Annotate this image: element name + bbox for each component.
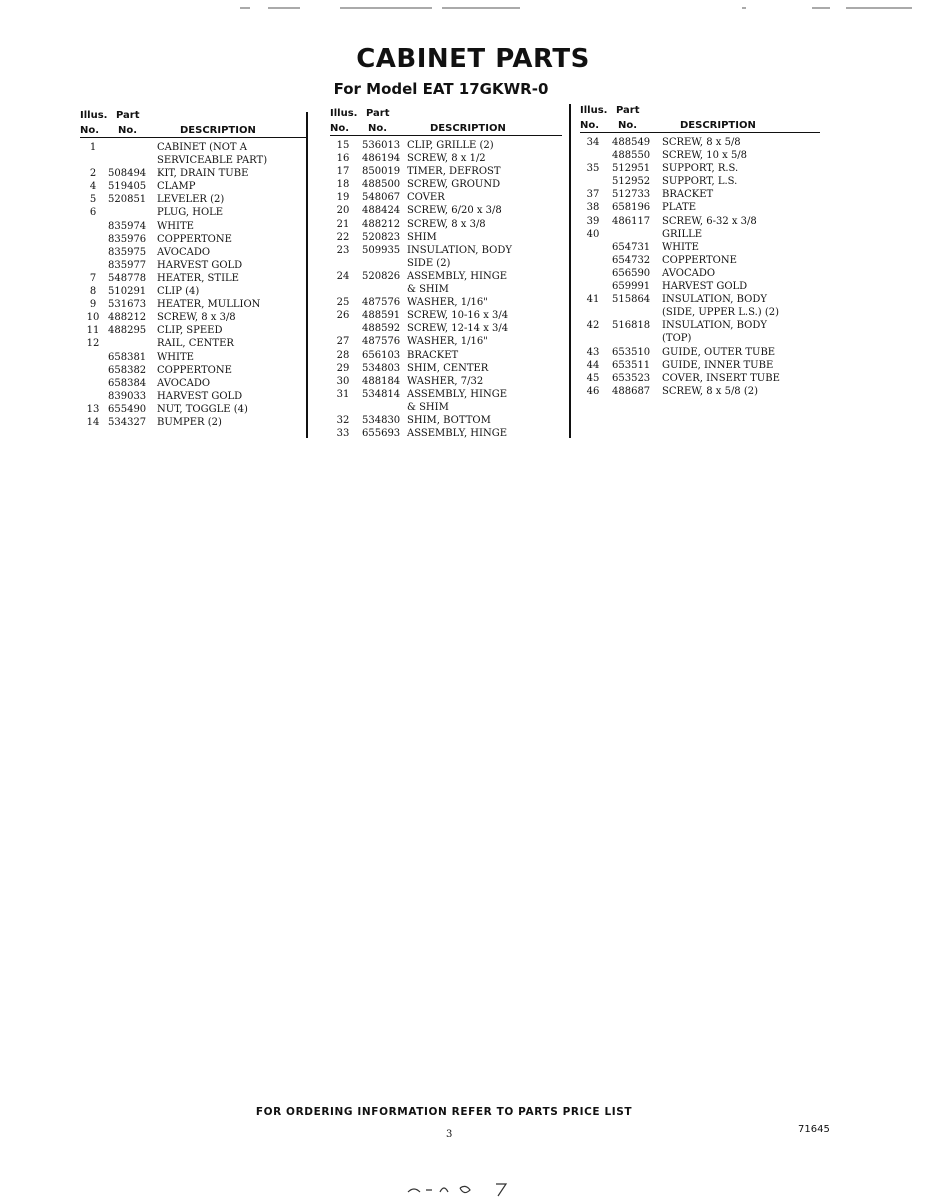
part-description: AVOCADO [157,377,211,389]
handwritten-mark [400,1178,520,1198]
part-description: SUPPORT, L.S. [662,176,738,188]
part-number: 835977 [108,259,147,271]
illus-number: 31 [336,388,350,400]
part-row [580,228,820,241]
illus-number: 21 [336,218,350,230]
part-number: 654731 [612,241,651,253]
part-description: & SHIM [407,401,449,413]
part-description: AVOCADO [662,267,716,279]
part-number: 512952 [612,176,651,188]
part-row [80,193,308,206]
part-description: BRACKET [407,349,459,361]
part-number: 487576 [362,297,401,309]
illus-number: 10 [86,312,100,324]
part-number: 536013 [362,140,401,151]
part-description: SHIM, CENTER [407,362,489,374]
part-number: 487576 [362,336,401,348]
part-description: SCREW, 8 x 1/2 [407,153,486,165]
part-row [330,388,562,401]
illus-number: 9 [89,299,97,311]
part-description: SHIM, BOTTOM [407,414,491,426]
illus-number: 22 [336,231,350,243]
partno-header: No. [118,125,138,136]
part-row [80,364,308,377]
part-description: SUPPORT, R.S. [662,163,739,175]
ordering-footer: FOR ORDERING INFORMATION REFER TO PARTS PRICE LIST [255,1106,633,1118]
part-row [330,335,562,348]
part-row [80,233,308,246]
part-row [330,296,562,309]
part-description: COPPERTONE [157,364,232,376]
part-row [580,359,820,372]
part-row [330,231,562,244]
part-number: 653511 [612,359,651,371]
part-number: 488592 [362,323,401,335]
part-number: 488549 [612,137,651,148]
part-number: 520826 [362,270,401,282]
part-description: SCREW, 8 x 5/8 [662,137,741,148]
part-description: WHITE [662,241,699,253]
part-number: 531673 [108,299,147,311]
illus-number: 17 [336,166,350,178]
part-description: HARVEST GOLD [157,390,243,402]
no-header: No. [330,123,350,134]
page-number: 3 [446,1129,453,1140]
parts-rows [80,141,308,429]
part-row [330,152,562,165]
part-description: PLUG, HOLE [157,207,224,219]
part-number: 508494 [108,168,147,180]
illus-number: 33 [336,428,350,440]
part-row [80,390,308,403]
illus-number: 28 [336,349,350,361]
part-row [580,254,820,267]
part-description: SCREW, 8 x 3/8 [157,312,236,324]
part-number: 653510 [612,346,651,358]
part-number: 515864 [612,294,651,306]
part-number: 534830 [362,414,401,426]
part-description: INSULATION, BODY [407,244,512,256]
part-row [580,175,820,188]
part-description: GUIDE, INNER TUBE [662,359,774,371]
part-row [580,372,820,385]
part-description: HARVEST GOLD [662,281,748,293]
part-description: WHITE [157,220,194,232]
part-row [580,149,820,162]
part-row [80,220,308,233]
part-row [580,280,820,293]
part-row [80,351,308,364]
part-number: 509935 [362,244,401,256]
column-header [330,105,562,136]
part-row [580,385,820,398]
illus-number: 29 [336,362,350,374]
part-number: 519405 [108,181,147,193]
parts-column-1 [80,107,308,429]
part-row [80,206,308,219]
illus-header: Illus. [580,105,608,116]
part-description: PLATE [662,202,697,214]
part-row [330,204,562,217]
part-row [330,414,562,427]
part-number: 835974 [108,220,147,232]
illus-number: 1 [89,142,97,153]
part-number: 835976 [108,233,147,245]
illus-number: 15 [336,140,350,151]
part-number: 488184 [362,375,401,387]
illus-number: 35 [586,163,600,175]
part-row [80,324,308,337]
part-header: Part [366,108,390,119]
part-description: ASSEMBLY, HINGE [407,428,508,440]
part-description: LEVELER (2) [157,194,225,206]
document-code: 71645 [798,1124,830,1135]
part-number: 655490 [108,403,147,415]
part-number: 520823 [362,231,401,243]
part-number: 653523 [612,372,651,384]
no-header: No. [580,120,600,131]
illus-number: 30 [336,375,350,387]
part-description: COVER [407,192,445,204]
part-number: 658384 [108,377,147,389]
part-description: COPPERTONE [157,233,232,245]
part-row [80,403,308,416]
part-row [330,283,562,296]
illus-number: 14 [86,416,100,428]
part-row [330,401,562,414]
part-row [80,180,308,193]
part-number: 656590 [612,267,651,279]
part-number: 658382 [108,364,147,376]
part-row [580,201,820,214]
part-row [330,322,562,335]
description-header: DESCRIPTION [680,120,756,131]
part-description: SIDE (2) [407,257,451,269]
part-row [580,306,820,319]
part-row [330,375,562,388]
part-row [580,241,820,254]
partno-header: No. [368,123,388,134]
part-row [580,188,820,201]
description-header: DESCRIPTION [430,123,506,134]
part-description: SCREW, 6-32 x 3/8 [662,215,757,227]
illus-number: 32 [336,414,350,426]
part-row [80,337,308,350]
illus-number: 23 [336,244,350,256]
part-number: 510291 [108,286,147,298]
part-number: 488212 [108,312,147,324]
part-number: 656103 [362,349,401,361]
illus-number: 39 [586,215,600,227]
illus-number: 16 [336,153,350,165]
part-row [330,178,562,191]
illus-number: 20 [336,205,350,217]
part-number: 488550 [612,150,651,162]
part-description: HARVEST GOLD [157,259,243,271]
part-description: SCREW, 10 x 5/8 [662,150,748,162]
part-description: GUIDE, OUTER TUBE [662,346,776,358]
part-description: COPPERTONE [662,254,737,266]
illus-number: 6 [89,207,97,219]
part-number: 835975 [108,246,147,258]
illus-number: 43 [586,346,600,358]
part-row [80,285,308,298]
illus-number: 8 [89,286,97,298]
part-description: CLAMP [157,181,196,193]
illus-number: 12 [86,338,100,350]
part-number: 488212 [362,218,401,230]
illus-number: 44 [586,359,600,371]
scan-specks [0,0,946,20]
part-number: 488591 [362,310,401,322]
part-row [80,154,308,167]
part-row [580,346,820,359]
description-header: DESCRIPTION [180,125,256,136]
illus-number: 25 [336,297,350,309]
part-row [330,244,562,257]
part-description: BUMPER (2) [157,416,222,428]
part-number: 534814 [362,388,401,400]
part-description: (SIDE, UPPER L.S.) (2) [662,307,780,319]
part-description: SCREW, GROUND [407,179,501,191]
part-description: WASHER, 1/16" [407,336,488,348]
part-number: 659991 [612,281,651,293]
part-description: SERVICEABLE PART) [157,155,268,167]
part-row [580,293,820,306]
part-description: COVER, INSERT TUBE [662,372,780,384]
part-row [80,259,308,272]
part-description: WASHER, 1/16" [407,297,488,309]
part-description: SCREW, 8 x 3/8 [407,218,486,230]
part-number: 655693 [362,428,401,440]
part-row [330,218,562,231]
part-number: 534327 [108,416,147,428]
part-description: CLIP, SPEED [157,325,223,337]
part-row [330,427,562,440]
part-row [580,136,820,149]
part-number: 486117 [612,215,651,227]
part-number: 488424 [362,205,401,217]
part-description: CLIP (4) [157,286,200,298]
part-description: HEATER, STILE [157,272,239,284]
part-number: 658196 [612,202,651,214]
part-row [330,349,562,362]
illus-number: 38 [586,202,600,214]
illus-number: 27 [336,336,350,348]
part-row [330,191,562,204]
part-description: CABINET (NOT A [157,142,247,153]
part-row [330,362,562,375]
parts-column-3 [580,102,820,398]
illus-number: 2 [89,168,97,180]
part-description: INSULATION, BODY [662,320,767,332]
part-row [80,311,308,324]
part-row [580,332,820,345]
illus-number: 40 [586,228,600,240]
illus-number: 11 [86,325,100,337]
illus-number: 5 [89,194,97,206]
part-header: Part [616,105,640,116]
illus-number: 4 [89,181,97,193]
illus-number: 45 [586,372,600,384]
illus-number: 41 [586,294,600,306]
part-row [80,141,308,154]
part-description: INSULATION, BODY [662,294,767,306]
part-row [330,270,562,283]
part-description: SCREW, 8 x 5/8 (2) [662,385,759,397]
illus-number: 24 [336,270,350,282]
illus-number: 46 [586,385,600,397]
partno-header: No. [618,120,638,131]
model-subtitle: For Model EAT 17GKWR-0 [333,80,549,98]
illus-number: 42 [586,320,600,332]
illus-number: 13 [86,403,100,415]
column-header [580,102,820,133]
part-number: 534803 [362,362,401,374]
part-description: BRACKET [662,189,714,201]
illus-header: Illus. [80,110,108,121]
part-number: 512733 [612,189,651,201]
page-title: CABINET PARTS [356,44,590,74]
illus-number: 7 [89,272,97,284]
part-description: (TOP) [662,333,692,345]
part-row [580,215,820,228]
illus-number: 37 [586,189,600,201]
part-number: 486194 [362,153,401,165]
parts-rows [580,136,820,398]
part-description: CLIP, GRILLE (2) [407,140,494,151]
part-number: 520851 [108,194,147,206]
part-row [580,162,820,175]
part-number: 839033 [108,390,147,402]
part-description: KIT, DRAIN TUBE [157,168,249,180]
part-row [80,377,308,390]
part-number: 548778 [108,272,147,284]
part-description: AVOCADO [157,246,211,258]
part-number: 512951 [612,163,651,175]
illus-number: 18 [336,179,350,191]
parts-rows [330,139,562,440]
part-description: NUT, TOGGLE (4) [157,403,248,415]
part-description: SCREW, 12-14 x 3/4 [407,323,509,335]
part-row [330,257,562,270]
parts-column-2 [330,105,562,440]
part-row [580,319,820,332]
part-description: SCREW, 10-16 x 3/4 [407,310,509,322]
part-row [330,165,562,178]
part-description: ASSEMBLY, HINGE [407,388,508,400]
part-description: & SHIM [407,284,449,296]
illus-number: 34 [586,137,600,148]
part-row [80,246,308,259]
part-description: SHIM [407,231,437,243]
part-description: HEATER, MULLION [157,299,261,311]
part-number: 654732 [612,254,651,266]
illus-number: 26 [336,310,350,322]
part-description: TIMER, DEFROST [407,166,501,178]
illus-number: 19 [336,192,350,204]
part-number: 516818 [612,320,651,332]
part-number: 548067 [362,192,401,204]
part-number: 658381 [108,351,147,363]
column-header [80,107,308,138]
part-row [80,272,308,285]
part-description: RAIL, CENTER [157,338,234,350]
part-number: 850019 [362,166,401,178]
part-row [80,167,308,180]
part-number: 488500 [362,179,401,191]
illus-header: Illus. [330,108,358,119]
no-header: No. [80,125,100,136]
part-row [80,416,308,429]
part-number: 488295 [108,325,147,337]
part-description: WHITE [157,351,194,363]
part-header: Part [116,110,140,121]
part-row [330,309,562,322]
part-description: ASSEMBLY, HINGE [407,270,508,282]
column-divider [569,104,571,438]
part-row [330,139,562,152]
part-description: WASHER, 7/32 [407,375,484,387]
part-description: GRILLE [662,228,703,240]
part-row [80,298,308,311]
part-description: SCREW, 6/20 x 3/8 [407,205,502,217]
part-row [580,267,820,280]
part-number: 488687 [612,385,651,397]
